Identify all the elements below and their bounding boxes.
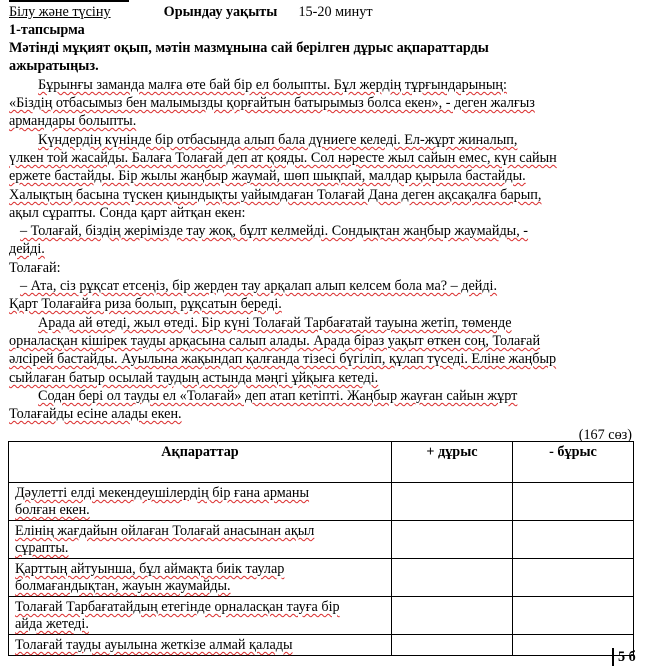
true-answer-cell[interactable] bbox=[392, 597, 513, 635]
statement-line: айда жетеді. bbox=[15, 616, 89, 632]
text-line: Толағай: bbox=[9, 260, 61, 276]
true-answer-cell[interactable] bbox=[392, 521, 513, 559]
text-line: Күндердің күнінде бір отбасында алып бала дүниеге келеді. Ел-жұрт жиналып, bbox=[38, 132, 518, 148]
text-line: дейді. bbox=[9, 241, 45, 257]
statement-cell bbox=[9, 635, 392, 656]
text-line: – Ата, сіз рұқсат етсеңіз, бір жерден тау арқалап алып келсем бола ма? – дейді. bbox=[20, 278, 498, 294]
task-instruction-2: ажыратыңыз. bbox=[9, 58, 99, 74]
word-count: (167 сөз) bbox=[578, 427, 632, 443]
text-line: «Біздің отбасымыз бен малымызды қорғайтын батырымыз болса екен», - деген жалғыз bbox=[9, 95, 535, 111]
table-row bbox=[9, 483, 634, 521]
text-line: Содан бері ол тауды ел «Толағай» деп атап кетіпті. Жаңбыр жауған сайын жұрт bbox=[38, 388, 518, 404]
text-line: Арада ай өтеді, жыл өтеді. Бір күні Толағай Тарбағатай тауына жетіп, төменде bbox=[38, 315, 512, 331]
table-row bbox=[9, 635, 634, 656]
statement-line: Толағай Тарбағатайдың етегінде орналасқан тауға бір bbox=[15, 599, 340, 615]
info-table bbox=[8, 441, 634, 656]
text-line: орналасқан кішірек тауды арқасына салып алады. Арада біраз уақыт өткен соң, Толағай bbox=[9, 333, 541, 349]
skill-label: Білу және түсіну bbox=[9, 4, 111, 20]
statement-line: сұрапты. bbox=[15, 540, 69, 556]
header-row bbox=[9, 3, 373, 21]
table-header-row bbox=[9, 442, 634, 483]
statement-cell bbox=[9, 521, 392, 559]
text-line: армандары болыпты. bbox=[9, 113, 137, 129]
true-answer-cell[interactable] bbox=[392, 559, 513, 597]
text-line: – Толағай, біздің жерімізде тау жоқ, бұлт келмейді. Сондықтан жаңбыр жаумайды, - bbox=[20, 223, 529, 239]
statement-line: болған екен. bbox=[15, 502, 90, 518]
table-row bbox=[9, 559, 634, 597]
task-instruction-1: Мәтінді мұқият оқып, мәтін мазмұнына сай берілген дұрыс ақпараттарды bbox=[9, 40, 489, 56]
time-label: Орындау уақыты bbox=[163, 4, 278, 20]
text-line: Халықтың басына түскен қиындықты уайымдаған Толағай Дана деген ақсақалға барып, bbox=[9, 187, 542, 203]
table-row bbox=[9, 597, 634, 635]
statement-cell bbox=[9, 597, 392, 635]
false-answer-cell[interactable] bbox=[513, 483, 634, 521]
statement-cell bbox=[9, 559, 392, 597]
statement-line: Қарттың айтуынша, бұл аймақта биік таулар bbox=[15, 561, 285, 577]
statement-line: Толағай тауды ауылына жеткізе алмай қалады bbox=[15, 637, 293, 653]
text-line: Толағайды есіне алады екен. bbox=[9, 406, 182, 422]
statement-cell bbox=[9, 483, 392, 521]
top-rule bbox=[9, 0, 129, 2]
task-number: 1-тапсырма bbox=[9, 22, 85, 38]
column-header-info: Ақпараттар bbox=[9, 442, 392, 483]
statement-line: Дәулетті елді мекендеушілердің бір ғана арманы bbox=[15, 485, 310, 501]
text-line: Қарт Толағайға риза болып, рұқсатын береді. bbox=[9, 296, 282, 312]
time-value: 15-20 минут bbox=[298, 4, 373, 20]
text-line: ержете бастайды. Бір жылы жаңбыр жаумай, шөп шықпай, малдар қырыла бастайды. bbox=[9, 168, 526, 184]
false-answer-cell[interactable] bbox=[513, 597, 634, 635]
text-line: ақыл сұрапты. Сонда қарт айтқан екен: bbox=[9, 205, 246, 221]
false-answer-cell[interactable] bbox=[513, 559, 634, 597]
statement-line: болмағандықтан, жауын жаумайды. bbox=[15, 578, 231, 594]
true-answer-cell[interactable] bbox=[392, 635, 513, 656]
column-header-true: + дұрыс bbox=[392, 442, 513, 483]
text-line: сыйлаған батыр осылай таудың астында мәңгі ұйқыға кетеді. bbox=[9, 370, 379, 386]
text-line: әлсірей бастайды. Ауылына жақындап қалғанда тізесі бүгіліп, құлап түседі. Еліне жаңбыр bbox=[9, 351, 557, 367]
false-answer-cell[interactable] bbox=[513, 521, 634, 559]
column-header-false: - бұрыс bbox=[513, 442, 634, 483]
text-line: үлкен той жасайды. Балаға Толағай деп ат қояды. Сол нәресте жыл сайын емес, күн сайын bbox=[9, 150, 557, 166]
table-row bbox=[9, 521, 634, 559]
statement-line: Елінің жағдайын ойлаған Толағай анасынан ақыл bbox=[15, 523, 315, 539]
points-label: 5 б bbox=[612, 648, 636, 666]
true-answer-cell[interactable] bbox=[392, 483, 513, 521]
text-line: Бұрынғы заманда малға өте бай бір ел болыпты. Бұл жердің тұрғындарының: bbox=[38, 77, 507, 93]
